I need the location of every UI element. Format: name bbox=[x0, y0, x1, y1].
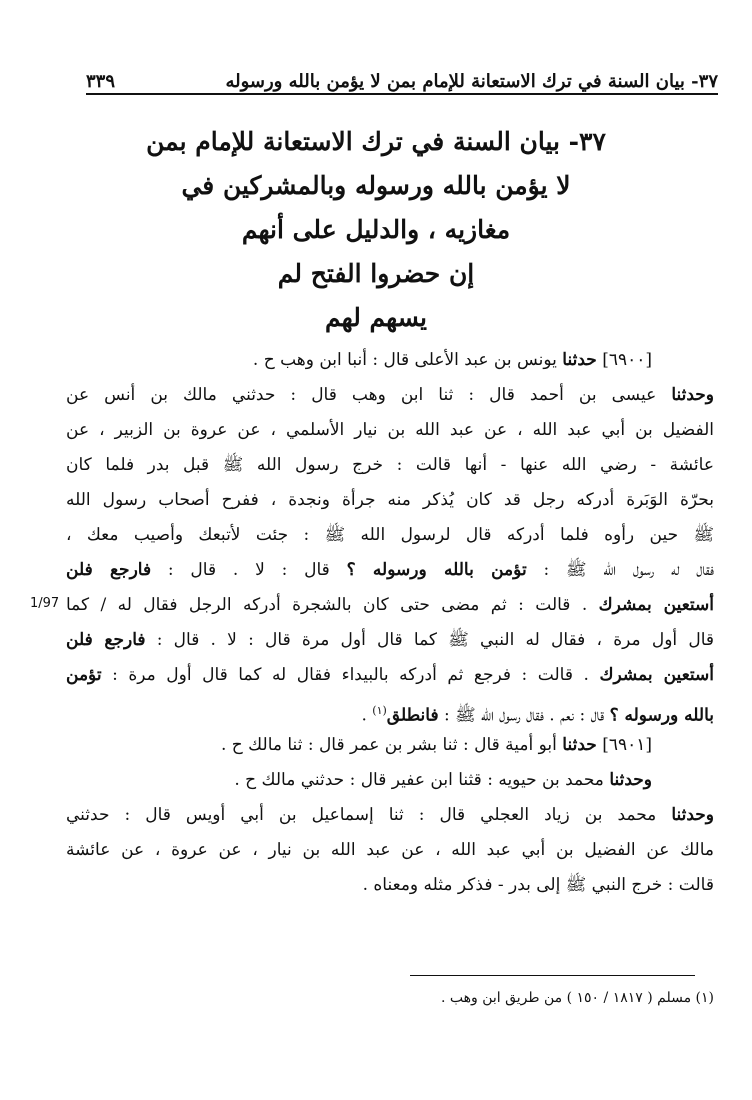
footnote: (١) مسلم ( ١٨١٧ / ١٥٠ ) من طريق ابن وهب . bbox=[440, 990, 714, 1006]
narration-word: حدثنا bbox=[562, 735, 597, 755]
text-line: الفضيل بن أبي عبد الله ، عن عبد الله بن نيار الأسلمي ، عن عروة بن الزبير ، عن bbox=[66, 420, 714, 440]
narration-word: حدثنا bbox=[562, 350, 597, 370]
text-line bbox=[66, 693, 714, 728]
text-run: محمد بن حيويه : قثنا ابن عفير قال : حدثني مالك ح . bbox=[234, 770, 610, 790]
text-line: ﷺ حين رأوه فلما أدركه قال لرسول الله ﷺ : جئت لأتبعك وأصيب معك ، bbox=[66, 525, 714, 545]
text-run: محمد بن زياد العجلي قال : ثنا إسماعيل بن أبي أويس قال : حدثني bbox=[66, 805, 672, 825]
narration-word: وحدثنا bbox=[609, 770, 652, 790]
text-line bbox=[66, 798, 714, 833]
bold-run: بالله ورسوله ؟ bbox=[609, 705, 714, 726]
text-line bbox=[66, 378, 714, 413]
page-number: ٣٣٩ bbox=[86, 71, 116, 92]
text-line: بحرّة الوَبَرة أدركه رجل قد كان يُذكر منه جرأة ونجدة ، ففرح أصحاب رسول الله bbox=[66, 490, 714, 510]
hadith-6900-line bbox=[66, 343, 714, 378]
hadith-6901-line bbox=[66, 728, 714, 763]
text-run: قال : نعم . فقال رسول الله ﷺ : bbox=[438, 705, 610, 726]
text-run: . قالت : فرجع ثم أدركه بالبيداء فقال له كما قال أول مرة : bbox=[101, 665, 600, 685]
bold-run: أستعين بمشرك bbox=[598, 595, 714, 615]
heading-line: إن حضروا الفتح لم bbox=[277, 259, 475, 288]
bold-run: فارجع فلن bbox=[66, 630, 146, 650]
text-run: أبو أمية قال : ثنا بشر بن عمر قال : ثنا مالك ح . bbox=[221, 735, 563, 755]
bold-run: فارجع فلن bbox=[66, 560, 152, 580]
chapter-heading bbox=[120, 120, 632, 340]
text-line bbox=[66, 763, 714, 798]
text-line: مالك عن الفضيل بن أبي عبد الله ، عن عبد الله بن نيار ، عن عروة ، عن عائشة bbox=[66, 840, 714, 860]
text-run: فقال له رسول الله ﷺ : bbox=[526, 560, 714, 580]
hadith-text bbox=[66, 343, 714, 903]
bold-run: تؤمن bbox=[66, 665, 102, 685]
text-line: قالت : خرج النبي ﷺ إلى بدر - فذكر مثله ومعناه . bbox=[362, 875, 714, 895]
heading-line: ٣٧- بيان السنة في ترك الاستعانة للإمام بمن bbox=[146, 127, 606, 156]
text-line bbox=[66, 588, 714, 623]
text-line bbox=[66, 623, 714, 658]
text-run: . قالت : ثم مضى حتى كان بالشجرة أدركه الرجل فقال له / كما bbox=[66, 595, 599, 615]
text-run: قال أول مرة ، فقال له النبي ﷺ كما قال أول مرة قال : لا . قال : bbox=[145, 630, 714, 650]
margin-manuscript-ref: 1/97 bbox=[30, 596, 60, 611]
heading-line: لا يؤمن بالله ورسوله وبالمشركين في bbox=[181, 171, 571, 200]
text-run: قال : لا . قال : bbox=[151, 560, 347, 580]
bold-run: فانطلق bbox=[386, 705, 439, 726]
hadith-number: [٦٩٠٠] bbox=[602, 350, 652, 370]
text-run: عيسى بن أحمد قال : ثنا ابن وهب قال : حدثني مالك بن أنس عن bbox=[66, 385, 672, 405]
heading-line: يسهم لهم bbox=[325, 303, 427, 332]
narration-word: وحدثنا bbox=[671, 385, 714, 405]
running-header bbox=[86, 58, 718, 92]
heading-line: مغازيه ، والدليل على أنهم bbox=[241, 215, 511, 244]
hadith-number: [٦٩٠١] bbox=[602, 735, 652, 755]
text-line bbox=[66, 553, 714, 588]
text-run: يونس بن عبد الأعلى قال : أنبا ابن وهب ح . bbox=[252, 350, 563, 370]
footnote-marker[interactable]: (١) bbox=[372, 704, 387, 717]
footnote-rule bbox=[410, 975, 695, 976]
running-title: ٣٧- بيان السنة في ترك الاستعانة للإمام بمن لا يؤمن بالله ورسوله bbox=[225, 71, 718, 92]
text-line bbox=[66, 658, 714, 693]
header-rule bbox=[86, 93, 718, 95]
text-run: . bbox=[361, 705, 373, 726]
text-line: عائشة - رضي الله عنها - أنها قالت : خرج رسول الله ﷺ قبل بدر فلما كان bbox=[66, 455, 714, 475]
narration-word: وحدثنا bbox=[671, 805, 714, 825]
bold-run: أستعين بمشرك bbox=[599, 665, 714, 685]
bold-run: تؤمن بالله ورسوله ؟ bbox=[346, 560, 527, 580]
